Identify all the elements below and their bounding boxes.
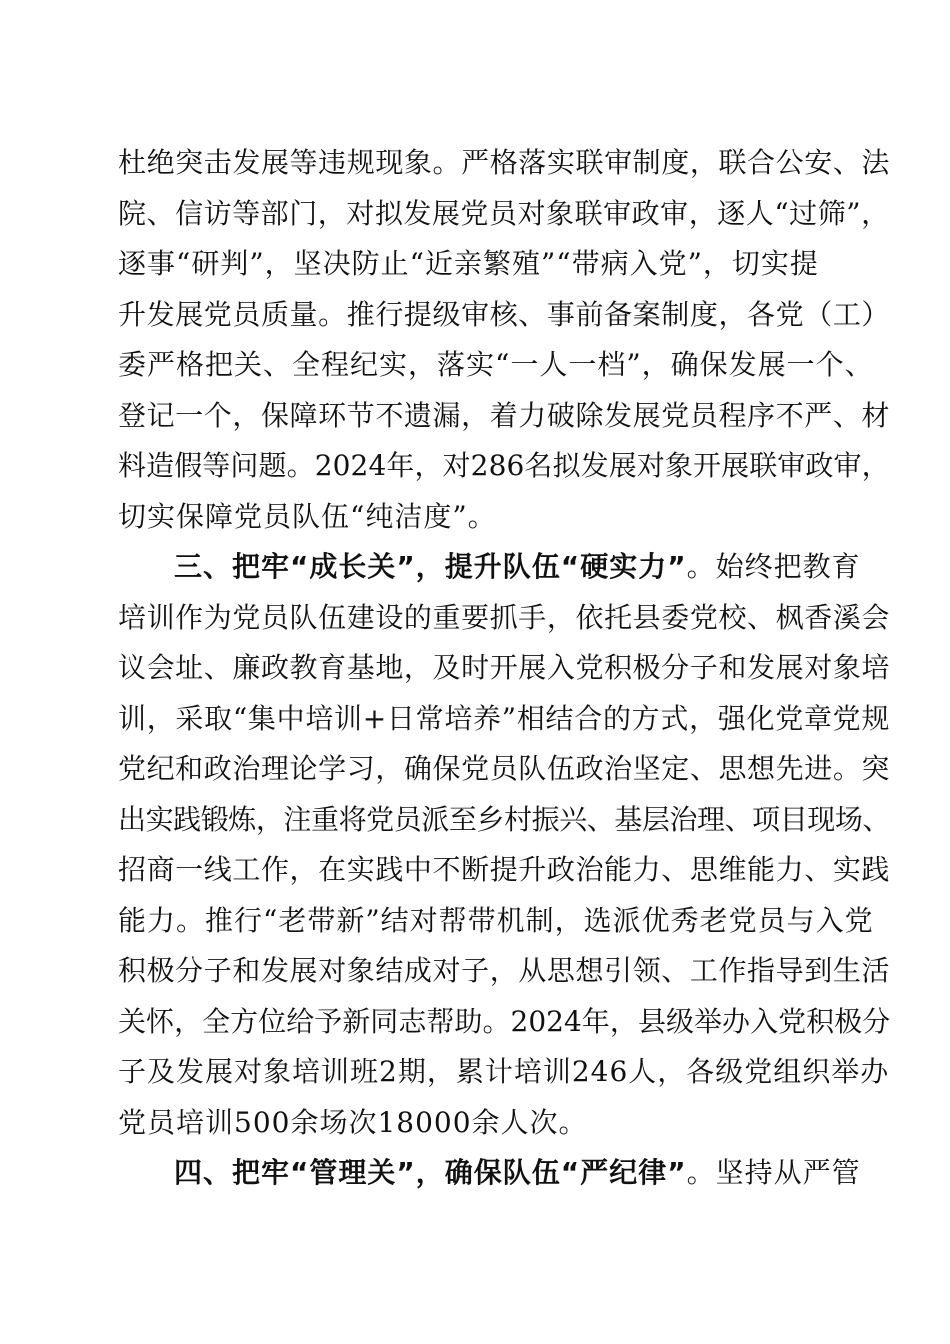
paragraph-line: 党纪和政治理论学习，确保党员队伍政治坚定、思想先进。突 (118, 752, 891, 785)
paragraph-line: 关怀，全方位给予新同志帮助。2024年，县级举办入党积极分 (118, 1005, 891, 1038)
paragraph-line: 出实践锻炼，注重将党员派至乡村振兴、基层治理、项目现场、 (118, 803, 891, 836)
paragraph-line: 党员培训500余场次18000余人次。 (118, 1106, 588, 1139)
paragraph-line: 招商一线工作，在实践中不断提升政治能力、思维能力、实践 (118, 853, 891, 886)
paragraph-line: 切实保障党员队伍“纯洁度”。 (118, 500, 497, 533)
paragraph-line: 逐事“研判”，坚决防止“近亲繁殖”“带病入党”，切实提 (118, 247, 819, 280)
section-heading: 三、把牢“成长关”，提升队伍“硬实力” (174, 550, 687, 583)
paragraph-line: 料造假等问题。2024年，对286名拟发展对象开展联审政审， (118, 449, 890, 482)
paragraph-line: 议会址、廉政教育基地，及时开展入党积极分子和发展对象培 (118, 651, 891, 684)
paragraph-line: 能力。推行“老带新”结对帮带机制，选派优秀老党员与入党 (118, 904, 874, 937)
paragraph-line: 升发展党员质量。推行提级审核、事前备案制度，各党（工） (118, 298, 891, 331)
paragraph-line: 杜绝突击发展等违规现象。严格落实联审制度，联合公安、法 (118, 146, 891, 179)
paragraph-first-line (174, 549, 861, 585)
paragraph-line: 培训作为党员队伍建设的重要抓手，依托县委党校、枫香溪会 (118, 601, 891, 634)
section-heading: 四、把牢“管理关”，确保队伍“严纪律” (174, 1156, 687, 1189)
paragraph-text: 。坚持从严管 (686, 1156, 861, 1189)
paragraph-line: 登记一个，保障环节不遗漏，着力破除发展党员程序不严、材 (118, 399, 891, 432)
paragraph-text: 。始终把教育 (686, 550, 861, 583)
paragraph-line: 院、信访等部门，对拟发展党员对象联审政审，逐人“过筛”， (118, 197, 890, 230)
paragraph-line: 委严格把关、全程纪实，落实“一人一档”，确保发展一个、 (118, 348, 874, 381)
paragraph-first-line (174, 1155, 861, 1191)
paragraph-line: 积极分子和发展对象结成对子，从思想引领、工作指导到生活 (118, 954, 891, 987)
paragraph-line: 子及发展对象培训班2期，累计培训246人，各级党组织举办 (118, 1055, 890, 1088)
paragraph-line: 训，采取“集中培训+日常培养”相结合的方式，强化党章党规 (118, 702, 891, 735)
